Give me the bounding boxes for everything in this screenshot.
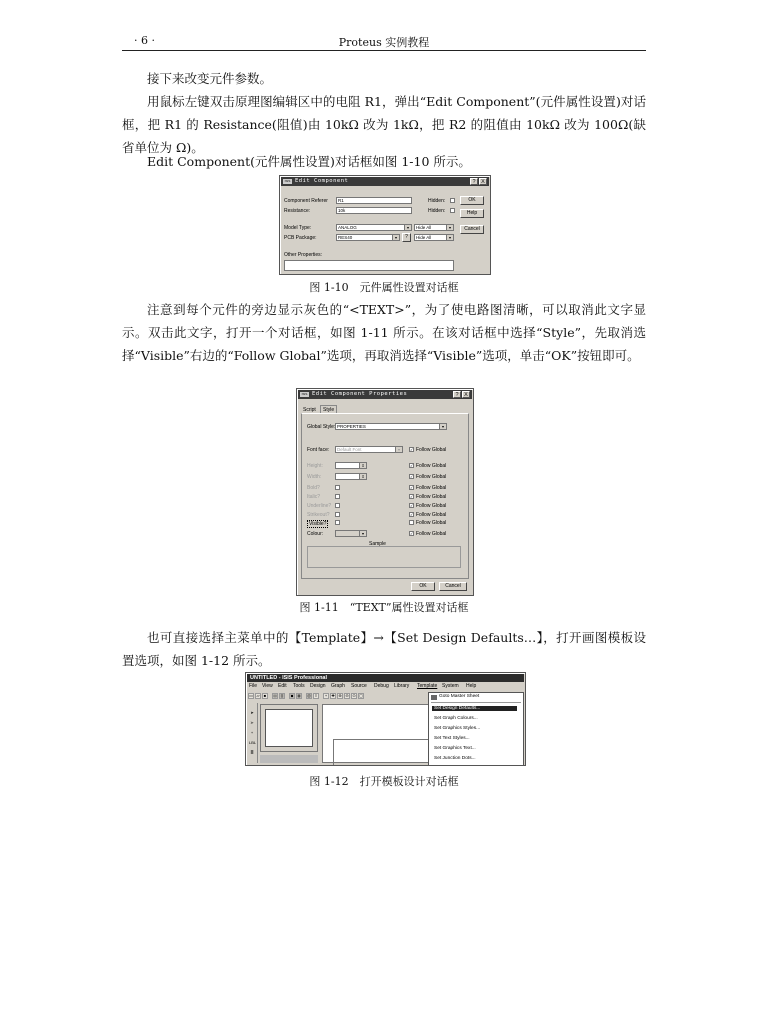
running-title: Proteus 实例教程 [338, 36, 430, 49]
chevron-down-icon: ▾ [392, 235, 399, 240]
follow-global-label: Follow Global [416, 520, 447, 526]
refresh-icon[interactable]: ▧ [307, 693, 311, 698]
mode-toolbar [247, 703, 258, 763]
font-face-label: Font face: [307, 447, 330, 453]
menu-edit[interactable]: Edit [278, 683, 287, 689]
menu-item-goto-master-sheet[interactable]: Goto Master Sheet [439, 694, 480, 699]
follow-global-label: Follow Global [416, 485, 447, 491]
global-style-label: Global Style: [307, 424, 336, 430]
component-ref-label: Component Referer [284, 198, 328, 204]
edit-component-properties-dialog [296, 388, 474, 596]
size-spinner[interactable] [335, 462, 367, 469]
figure-caption-1-12: 图 1-12 打开模板设计对话框 [309, 775, 459, 788]
menu-file[interactable]: File [249, 683, 258, 689]
follow-global-checkbox[interactable]: ✓ [410, 503, 414, 508]
print-icon[interactable]: ▣ [290, 693, 294, 698]
app-icon: ISIS [284, 179, 291, 183]
follow-global-checkbox[interactable] [409, 520, 414, 525]
menu-graph[interactable]: Graph [331, 683, 345, 689]
hidden-checkbox-2[interactable] [450, 208, 455, 213]
sheet-border [333, 739, 430, 766]
hidden-checkbox-1[interactable] [450, 198, 455, 203]
chevron-down-icon: ▾ [446, 235, 453, 240]
open-file-icon[interactable]: ▱ [256, 693, 260, 698]
style-row-label: Bold? [307, 485, 320, 491]
zoom-out-icon[interactable]: ⊖ [345, 693, 349, 698]
follow-global-label: Follow Global [416, 503, 447, 509]
follow-global-label: Follow Global [416, 531, 447, 537]
component-icon[interactable]: ⋗ [250, 720, 254, 725]
style-row-label: Underline? [307, 503, 332, 509]
menu-tools[interactable]: Tools [293, 683, 305, 689]
origin-icon[interactable]: + [324, 693, 328, 698]
save-icon[interactable]: ■ [263, 693, 267, 698]
help-button[interactable]: Help [460, 209, 484, 218]
pcb-package-value: RES40 [338, 235, 353, 240]
hidden-label-2: Hidden: [428, 208, 446, 214]
master-sheet-icon [431, 695, 437, 700]
component-ref-field[interactable]: R1 [336, 197, 412, 204]
style-row-label: Colour: [307, 531, 324, 537]
menu-divider [431, 702, 521, 703]
new-file-icon[interactable]: ▭ [249, 693, 253, 698]
device-selector[interactable] [260, 755, 318, 763]
style-row-label: Height: [307, 463, 323, 469]
close-icon[interactable]: X [479, 178, 487, 185]
pan-icon[interactable]: ✚ [331, 693, 335, 698]
model-type-value: ANALOG [338, 225, 357, 230]
follow-global-checkbox[interactable]: ✓ [410, 463, 414, 468]
follow-global-checkbox[interactable]: ✓ [410, 494, 414, 499]
style-value-checkbox[interactable] [335, 494, 340, 499]
junction-icon[interactable]: + [250, 730, 254, 735]
font-face-value: Default Font [337, 447, 362, 452]
paragraph-5: 也可直接选择主菜单中的【Template】→【Set Design Defaults…】，打开画图模板设置选项，如图 1-12 所示。 [122, 630, 646, 668]
paragraph-4: 注意到每个元件的旁边显示灰色的“<TEXT>”，为了使电路图清晰，可以取消此文字显示。双击此文字，打开一个对话框，如图 1-11 所示。在该对话框中选择“Style”，先取消选择“Visible”右边的“Follow Global”选项，再取消选择“Visible”选项，单击“OK”按钮即可。 [122, 302, 646, 363]
ok-button[interactable]: OK [411, 582, 435, 591]
font-face-select[interactable] [335, 446, 403, 453]
pcb-hide-value: Hide All [416, 235, 432, 240]
size-spinner[interactable] [335, 473, 367, 480]
global-style-select[interactable] [335, 423, 447, 430]
dialog-title: Edit Component [295, 178, 349, 184]
chevron-down-icon: ▾ [359, 531, 366, 536]
resistance-label: Resistance: [284, 208, 311, 214]
model-hide-value: Hide All [416, 225, 432, 230]
menu-item-set-text-styles[interactable]: Set Text Styles... [434, 736, 470, 741]
style-value-checkbox[interactable] [335, 503, 340, 508]
other-properties-textarea[interactable] [284, 260, 454, 271]
dialog-titlebar [298, 390, 472, 399]
pcb-help-button[interactable]: ? [402, 233, 411, 242]
model-hide-select[interactable] [414, 224, 454, 231]
menu-view[interactable]: View [262, 683, 273, 689]
style-value-checkbox[interactable] [335, 512, 340, 517]
model-type-select[interactable] [336, 224, 412, 231]
spinner-arrows-icon: ⇕ [359, 474, 366, 479]
overview-sheet [265, 709, 313, 747]
menu-item-set-design-defaults[interactable]: Set Design Defaults... [432, 706, 517, 711]
pcb-package-select[interactable] [336, 234, 400, 241]
style-row-label: Italic? [307, 494, 321, 500]
style-value-checkbox[interactable] [335, 485, 340, 490]
paragraph-1: 接下来改变元件参数。 [147, 71, 273, 86]
grid-icon[interactable]: ≡ [314, 693, 318, 698]
spinner-arrows-icon: ⇕ [359, 463, 366, 468]
toolbar [248, 693, 424, 701]
menu-system[interactable]: System [442, 683, 459, 689]
chevron-down-icon: ▾ [395, 447, 402, 452]
chevron-down-icon: ▾ [439, 424, 446, 429]
menu-help[interactable]: Help [466, 683, 477, 689]
figure-caption-1-11: 图 1-11 “TEXT”属性设置对话框 [299, 601, 469, 614]
area-icon[interactable]: ▦ [297, 693, 301, 698]
follow-global-checkbox[interactable]: ✓ [410, 512, 414, 517]
follow-global-checkbox[interactable]: ✓ [410, 531, 414, 536]
follow-global-checkbox[interactable]: ✓ [410, 474, 414, 479]
menu-library[interactable]: Library [394, 683, 410, 689]
tab-style[interactable]: Style [320, 405, 337, 414]
menu-bar [247, 683, 524, 691]
font-follow-label: Follow Global [416, 447, 447, 453]
style-row-label: Strikeout? [307, 512, 330, 518]
resistance-field[interactable]: 10k [336, 207, 412, 214]
global-style-value: PROPERTIES [337, 424, 366, 429]
menu-item-set-graphics-text[interactable]: Set Graphics Text... [434, 746, 476, 751]
cancel-button[interactable]: Cancel [439, 582, 467, 591]
edit-component-dialog [279, 175, 491, 275]
figure-caption-1-10: 图 1-10 元件属性设置对话框 [309, 281, 459, 294]
import-icon[interactable]: ▤ [273, 693, 277, 698]
menu-template[interactable]: Template [417, 683, 438, 689]
menu-design[interactable]: Design [310, 683, 326, 689]
follow-global-label: Follow Global [416, 512, 447, 518]
window-titlebar [247, 674, 524, 682]
follow-global-label: Follow Global [416, 463, 447, 469]
sample-preview [307, 546, 461, 568]
help-icon[interactable]: ? [470, 178, 478, 185]
dialog-title: Edit Component Properties [312, 391, 408, 397]
zoom-area-icon[interactable]: ▢ [359, 693, 363, 698]
chevron-down-icon: ▾ [446, 225, 453, 230]
menu-source[interactable]: Source [351, 683, 367, 689]
chevron-down-icon: ▾ [404, 225, 411, 230]
select-arrow-icon[interactable]: ➤ [250, 710, 254, 715]
pcb-package-label: PCB Package: [284, 235, 317, 241]
overview-pane [260, 704, 318, 752]
page-number: · 6 · [134, 34, 155, 47]
zoom-in-icon[interactable]: ⊕ [338, 693, 342, 698]
help-icon[interactable]: ? [453, 391, 461, 398]
paragraph-2: 用鼠标左键双击原理图编辑区中的电阻 R1，弹出“Edit Component”(元件属性设置)对话框，把 R1 的 Resistance(阻值)由 10kΩ 改为 1kΩ，把 R2 的阻值由 10kΩ 改为 100Ω(缺省单位为 Ω)。 [122, 94, 646, 155]
isis-window [245, 672, 526, 766]
tab-script[interactable]: Script [303, 407, 316, 413]
page-header [122, 32, 646, 51]
menu-item-set-graph-colours[interactable]: Set Graph Colours... [434, 716, 478, 721]
paragraph-3: Edit Component(元件属性设置)对话框如图 1-10 所示。 [147, 154, 471, 169]
other-properties-label: Other Properties: [284, 252, 323, 258]
font-follow-checkbox[interactable]: ✓ [410, 447, 414, 452]
dialog-titlebar [281, 177, 489, 186]
cancel-button[interactable]: Cancel [460, 225, 484, 234]
menu-item-set-graphics-styles[interactable]: Set Graphics Styles... [434, 726, 481, 731]
follow-global-checkbox[interactable]: ✓ [410, 485, 414, 490]
follow-global-label: Follow Global [416, 474, 447, 480]
style-row-label: Width: [307, 474, 322, 480]
zoom-all-icon[interactable]: ⊙ [352, 693, 356, 698]
menu-debug[interactable]: Debug [374, 683, 389, 689]
pcb-hide-select[interactable] [414, 234, 454, 241]
text-script-icon[interactable]: ≣ [250, 750, 254, 755]
hidden-label-1: Hidden: [428, 198, 446, 204]
style-value-checkbox[interactable] [335, 520, 340, 525]
label-icon[interactable]: LBL [249, 740, 257, 745]
ok-button[interactable]: OK [460, 196, 484, 205]
follow-global-label: Follow Global [416, 494, 447, 500]
window-title: UNTITLED - ISIS Professional [250, 675, 328, 681]
app-icon: ISIS [301, 392, 308, 396]
sample-label: Sample [369, 541, 386, 547]
menu-item-set-junction-dots[interactable]: Set Junction Dots... [434, 756, 476, 761]
template-menu [428, 692, 524, 766]
close-icon[interactable]: X [462, 391, 470, 398]
colour-select[interactable] [335, 530, 367, 537]
export-icon[interactable]: ▥ [280, 693, 284, 698]
model-type-label: Model Type: [284, 225, 312, 231]
style-row-label: Visible? [309, 521, 327, 527]
